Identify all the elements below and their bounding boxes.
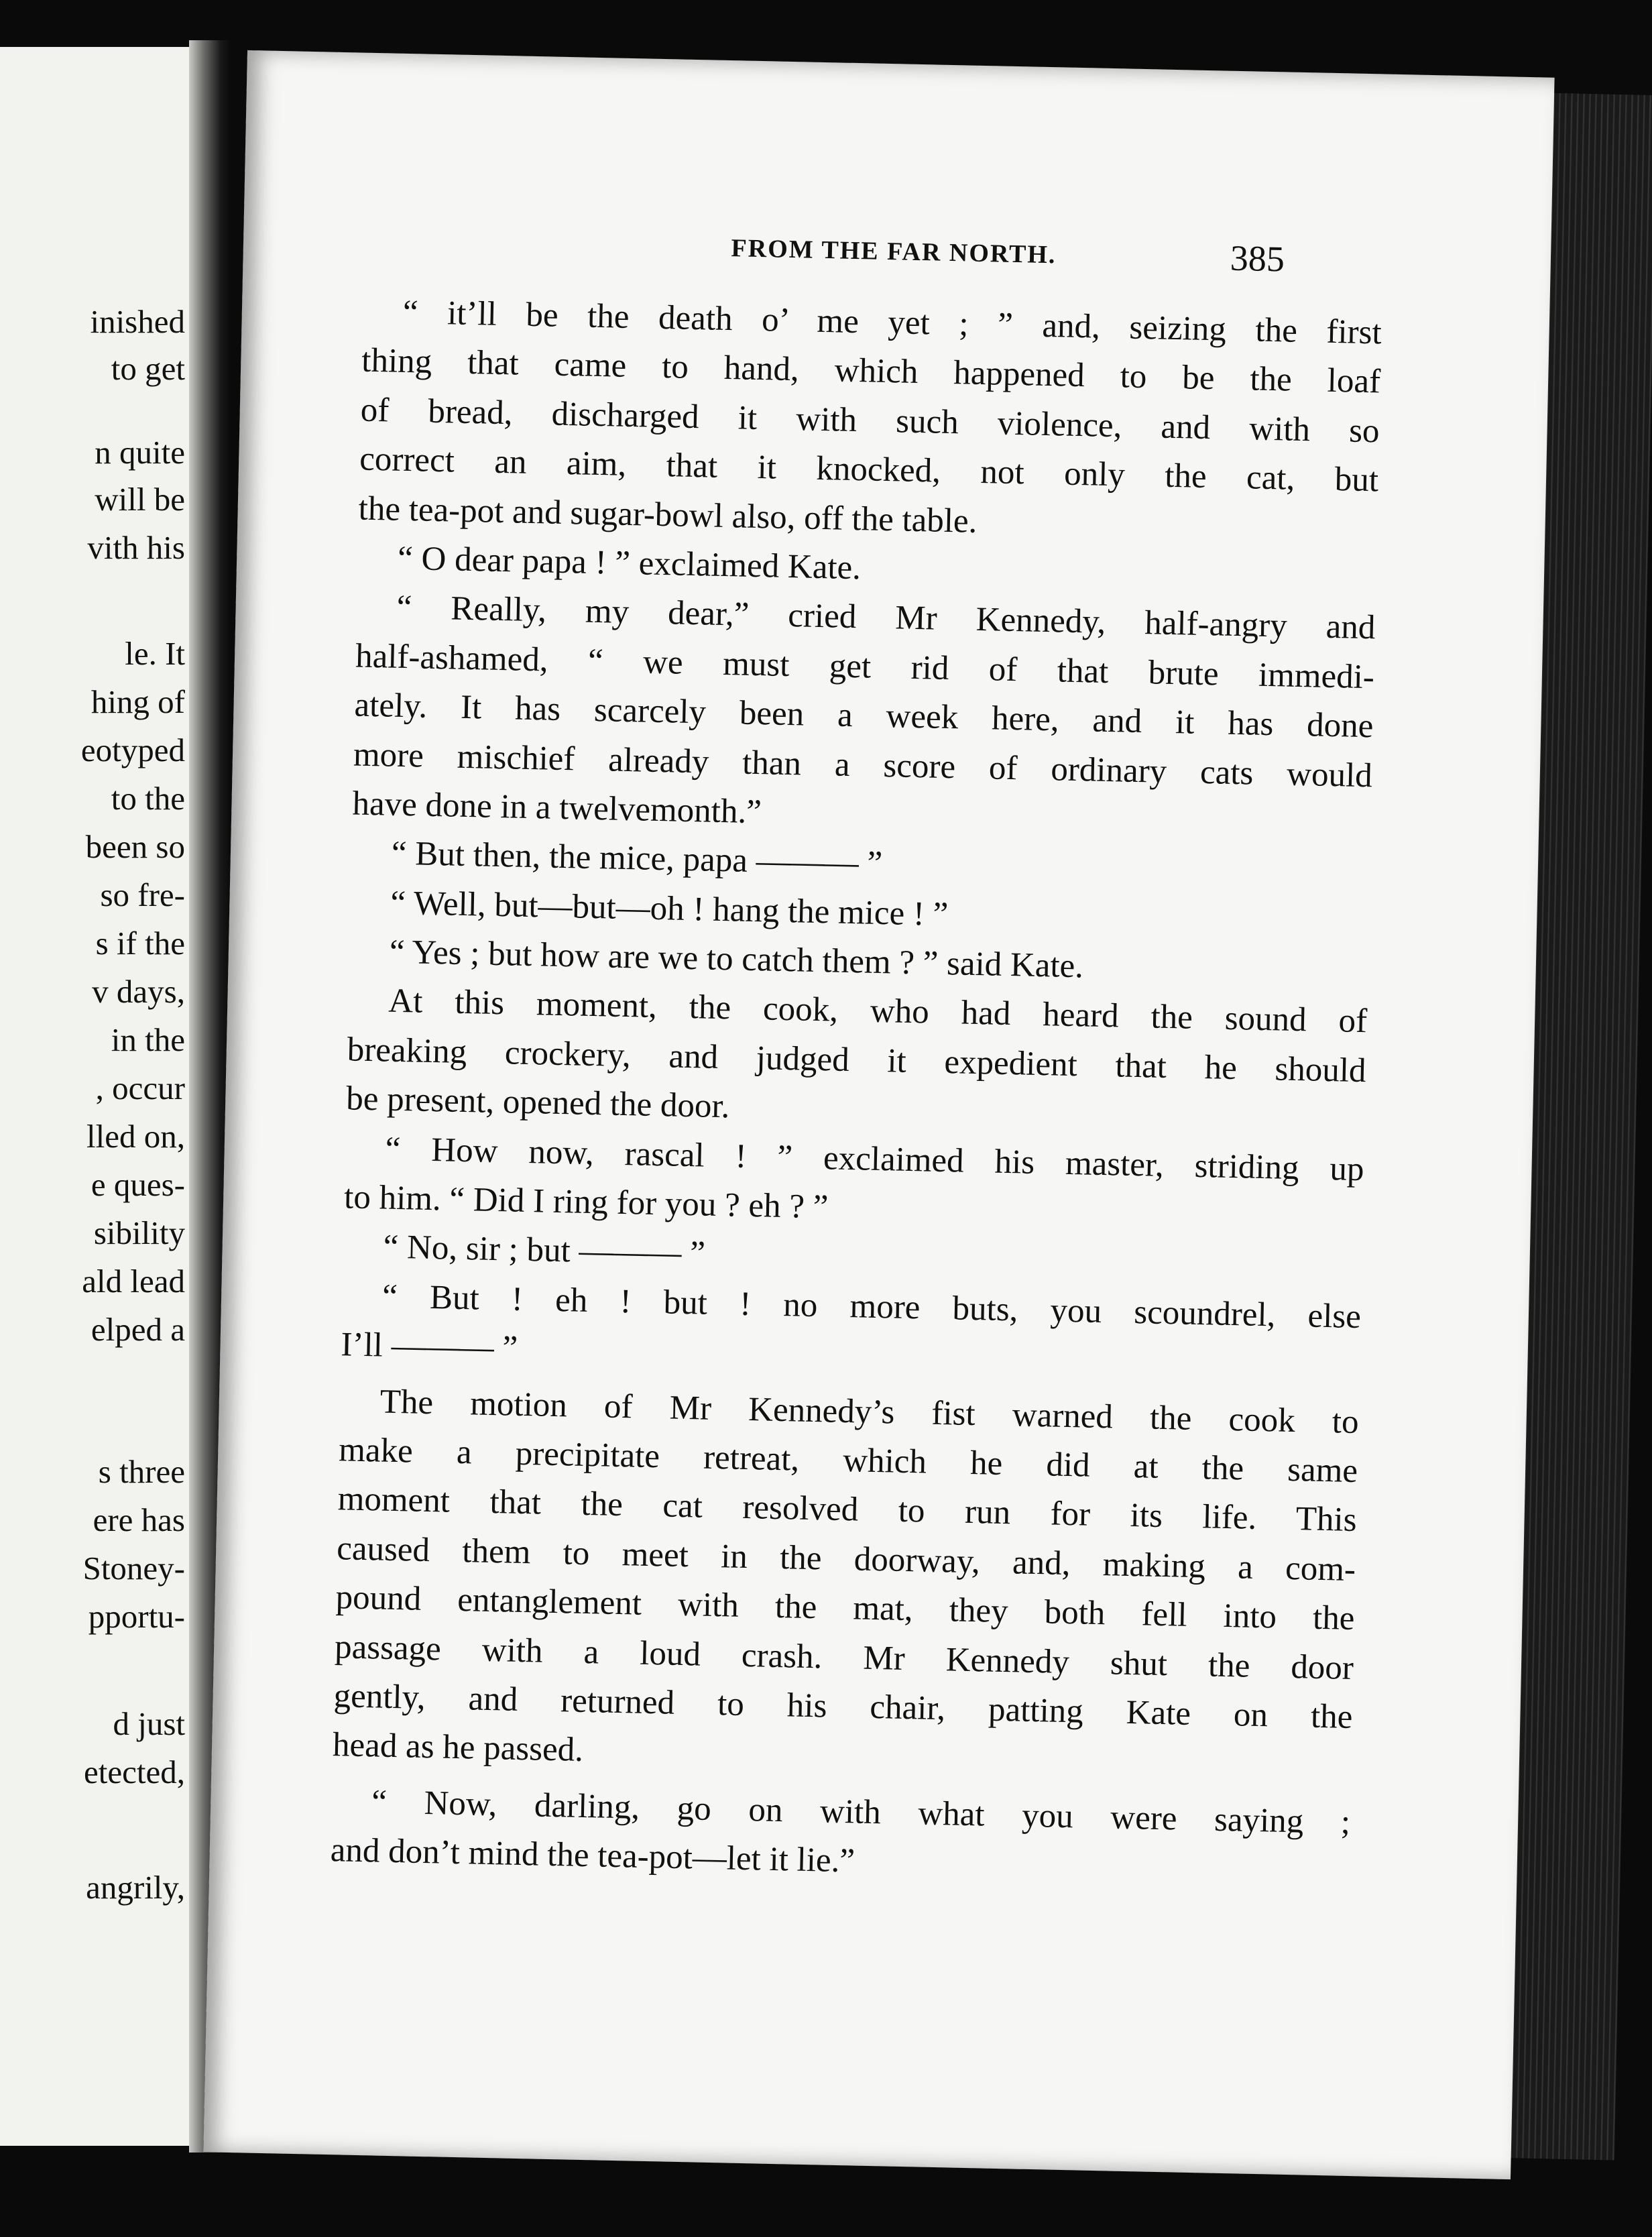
text-line: “ How now, rascal ! ” exclaimed his master, striding up <box>385 1130 1365 1188</box>
left-page-line: lled on, <box>86 1118 185 1155</box>
text-line: breaking crockery, and judged it expedient that he should <box>347 1031 1367 1090</box>
left-page-line: s three <box>98 1453 185 1490</box>
text-line: thing that came to hand, which happened to be the loaf <box>361 341 1381 401</box>
text-line: “ No, sir ; but ——— ” <box>383 1228 706 1273</box>
left-page-line: v days, <box>92 973 185 1010</box>
left-page-line: vith his <box>87 529 185 566</box>
text-line: gently, and returned to his chair, patting Kate on the <box>333 1677 1353 1736</box>
main-page <box>203 50 1554 2179</box>
left-page-line: sibility <box>93 1214 185 1251</box>
left-page-line: d just <box>113 1705 185 1742</box>
left-page-line: etected, <box>84 1754 185 1790</box>
left-facing-page <box>0 47 194 2146</box>
body-text <box>330 288 1382 1897</box>
left-page-line: will be <box>95 481 185 518</box>
text-line: “ Well, but—but—oh ! hang the mice ! ” <box>390 884 949 933</box>
text-line: “ But then, the mice, papa ——— ” <box>391 834 883 883</box>
text-line: passage with a loud crash. Mr Kennedy shut the door <box>334 1627 1354 1687</box>
left-page-line: hing of <box>91 683 185 720</box>
text-line: have done in a twelvemonth.” <box>351 785 762 831</box>
left-page-line: s if the <box>95 925 185 962</box>
text-line: the tea-pot and sugar-bowl also, off the table. <box>358 490 978 540</box>
text-line: “ Now, darling, go on with what you were saying ; <box>371 1783 1351 1841</box>
left-page-line: pportu- <box>88 1598 185 1635</box>
running-head: FROM THE FAR NORTH. <box>731 234 1057 270</box>
text-line: moment that the cat resolved to run for its life. This <box>337 1480 1358 1540</box>
text-line: “ it’ll be the death o’ me yet ; ” and, seizing the first <box>402 293 1382 352</box>
left-page-line: inished <box>90 303 185 340</box>
text-line: more mischief already than a score of ordinary cats would <box>353 735 1373 795</box>
left-page-line: Stoney- <box>82 1550 185 1587</box>
text-line: “ Really, my dear,” cried Mr Kennedy, half-angry and <box>396 589 1376 647</box>
text-line: “ O dear papa ! ” exclaimed Kate. <box>397 539 862 587</box>
text-line: to him. “ Did I ring for you ? eh ? ” <box>343 1178 829 1226</box>
left-page-line: angrily, <box>86 1869 185 1906</box>
left-page-line: elped a <box>91 1311 185 1348</box>
text-line: “ Yes ; but how are we to catch them ? ” said Kate. <box>389 933 1084 986</box>
left-page-line: n quite <box>95 434 185 471</box>
text-line: and don’t mind the tea-pot—let it lie.” <box>330 1831 856 1880</box>
left-page-line: e ques- <box>91 1166 185 1203</box>
text-line: caused them to meet in the doorway, and, making a com- <box>336 1529 1356 1589</box>
text-line: pound entanglement with the mat, they both fell into the <box>335 1579 1355 1638</box>
text-line: correct an aim, that it knocked, not only the cat, but <box>359 440 1379 500</box>
text-line: At this moment, the cook, who had heard the sound of <box>388 982 1368 1041</box>
left-page-line: eotyped <box>80 732 185 768</box>
text-line: make a precipitate retreat, which he did at the same <box>338 1431 1358 1491</box>
text-line: be present, opened the door. <box>345 1080 730 1126</box>
left-page-line: le. It <box>125 635 185 672</box>
text-line: head as he passed. <box>332 1726 584 1770</box>
text-line: “ But ! eh ! but ! no more buts, you scoundrel, else <box>381 1277 1362 1336</box>
left-page-line: to the <box>111 780 185 817</box>
left-page-line: in the <box>111 1021 185 1058</box>
page-number: 385 <box>1230 237 1285 280</box>
left-page-line: been so <box>85 828 185 865</box>
left-page-line: ald lead <box>82 1263 185 1300</box>
left-page-line: , occur <box>95 1070 185 1106</box>
text-line: I’ll ——— ” <box>341 1326 518 1367</box>
left-page-line: to get <box>111 350 185 387</box>
left-page-line: so fre- <box>100 876 185 913</box>
left-page-line: ere has <box>93 1501 185 1538</box>
text-line: half-ashamed, “ we must get rid of that brute immedi- <box>355 637 1375 697</box>
text-line: of bread, discharged it with such violence, and with so <box>360 391 1380 451</box>
text-line: ately. It has scarcely been a week here, and it has done <box>354 686 1374 746</box>
text-line: The motion of Mr Kennedy’s fist warned the cook to <box>379 1383 1360 1441</box>
